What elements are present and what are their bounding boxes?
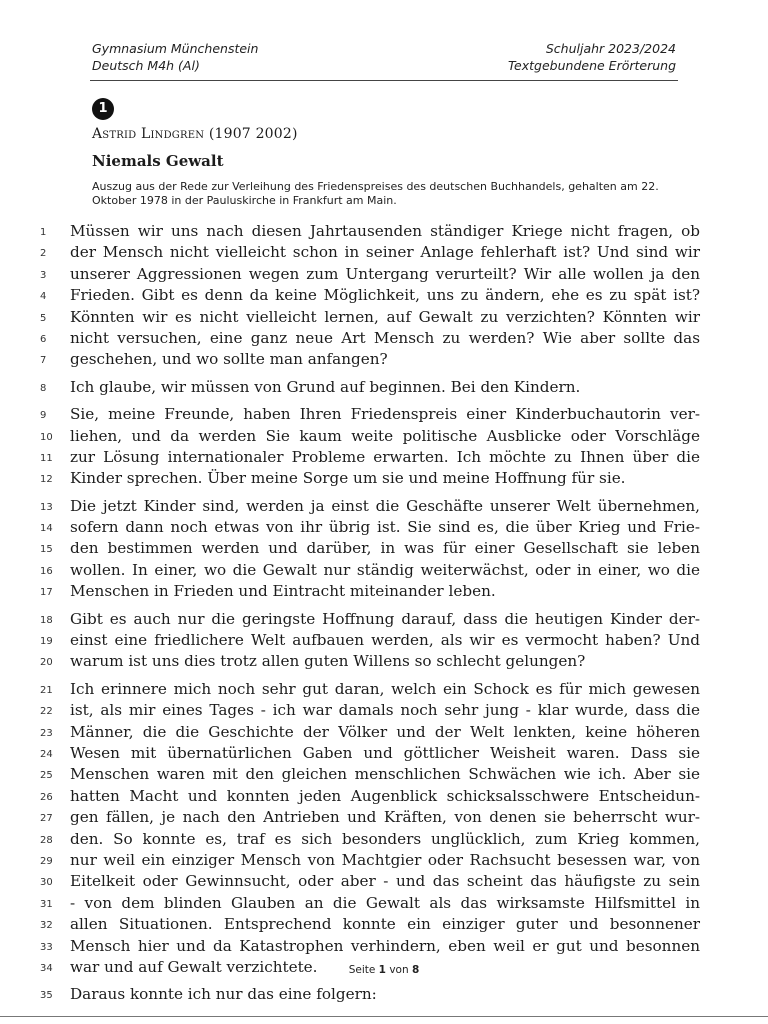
line-number: 22	[40, 706, 53, 718]
line-number: 29	[40, 855, 53, 867]
paragraph	[40, 609, 700, 673]
line-number: 23	[40, 727, 53, 739]
text-line	[40, 609, 700, 630]
text-line	[40, 377, 700, 398]
paragraph	[40, 377, 700, 398]
page-footer	[0, 964, 768, 976]
text-line	[40, 349, 700, 370]
line-number: 16	[40, 565, 53, 577]
line-number: 3	[40, 269, 47, 281]
line-text: der Mensch nicht vielleicht schon in seiner Anlage fehlerhaft ist? Und sind wir	[70, 243, 700, 262]
author-years: (1907 2002)	[208, 126, 298, 142]
header-right	[508, 40, 676, 74]
line-number: 11	[40, 452, 53, 464]
paragraph	[40, 679, 700, 978]
line-text: warum ist uns dies trotz allen guten Willens so schlecht gelungen?	[70, 652, 586, 671]
footer-page-number: 1	[378, 964, 386, 976]
line-text: Menschen waren mit den gleichen menschlichen Schwächen wie ich. Aber sie	[70, 765, 700, 784]
author-line	[92, 126, 298, 142]
text-line	[40, 893, 700, 914]
line-number: 2	[40, 248, 47, 260]
line-number: 10	[40, 431, 53, 443]
line-text: Daraus konnte ich nur das eine folgern:	[70, 985, 377, 1004]
line-number: 25	[40, 770, 53, 782]
line-number: 31	[40, 898, 53, 910]
header-rule	[90, 80, 678, 81]
line-number: 14	[40, 523, 53, 535]
line-text: Ich erinnere mich noch sehr gut daran, welch ein Schock es für mich gewesen	[70, 679, 700, 698]
text-line	[40, 538, 700, 559]
line-number: 7	[40, 355, 47, 367]
page-edge-rule	[0, 1016, 768, 1017]
line-text: Kinder sprechen. Über meine Sorge um sie und meine Hoffnung für sie.	[70, 469, 626, 488]
line-number: 5	[40, 312, 47, 324]
text-line	[40, 404, 700, 425]
text-line	[40, 743, 700, 764]
text-title: Niemals Gewalt	[92, 152, 224, 170]
line-number: 12	[40, 474, 53, 486]
text-line	[40, 936, 700, 957]
text-line	[40, 517, 700, 538]
text-line	[40, 496, 700, 517]
text-line	[40, 447, 700, 468]
line-text: unserer Aggressionen wegen zum Untergang verurteilt? Wir alle wollen ja den	[70, 264, 700, 283]
line-number: 15	[40, 544, 53, 556]
text-number-badge: 1	[92, 98, 114, 120]
line-number: 13	[40, 501, 53, 513]
line-text: Eitelkeit oder Gewinnsucht, oder aber - und das scheint das häufigste zu sein	[70, 872, 700, 891]
line-number: 28	[40, 834, 53, 846]
line-text: zur Lösung internationaler Probleme erwarten. Ich möchte zu Ihnen über die	[70, 447, 700, 466]
line-text: liehen, und da werden Sie kaum weite politische Ausblicke oder Vorschläge	[70, 426, 700, 445]
line-text: allen Situationen. Entsprechend konnte ein einziger guter und besonnener	[70, 915, 700, 934]
line-number: 24	[40, 748, 53, 760]
text-line	[40, 426, 700, 447]
text-line	[40, 560, 700, 581]
line-text: Müssen wir uns nach diesen Jahrtausenden ständiger Kriege nicht fragen, ob	[70, 222, 700, 240]
line-number: 33	[40, 941, 53, 953]
text-line	[40, 468, 700, 489]
line-number: 8	[40, 382, 47, 394]
line-number: 26	[40, 791, 53, 803]
line-number: 6	[40, 333, 47, 345]
text-line	[40, 630, 700, 651]
text-line	[40, 829, 700, 850]
line-text: Könnten wir es nicht vielleicht lernen, auf Gewalt zu verzichten? Könnten wir	[70, 307, 700, 326]
text-line	[40, 722, 700, 743]
text-line	[40, 264, 700, 285]
line-text: den. So konnte es, traf es sich besonders unglücklich, zum Krieg kommen,	[70, 829, 700, 848]
line-text: Menschen in Frieden und Eintracht miteinander leben.	[70, 582, 496, 601]
text-line	[40, 850, 700, 871]
line-text: - von dem blinden Glauben an die Gewalt als das wirksamste Hilfsmittel in	[70, 893, 700, 912]
line-number: 27	[40, 813, 53, 825]
text-line	[40, 221, 700, 242]
line-text: Mensch hier und da Katastrophen verhindern, eben weil er gut und besonnen	[70, 936, 700, 955]
text-line	[40, 328, 700, 349]
line-number: 20	[40, 657, 53, 669]
line-number: 30	[40, 877, 53, 889]
line-text: gen fällen, je nach den Antrieben und Kräften, von denen sie beherrscht wur-	[70, 808, 700, 827]
footer-separator: von	[389, 964, 409, 976]
paragraph	[40, 984, 700, 1005]
text-body	[40, 221, 700, 1012]
line-text: nur weil ein einziger Mensch von Machtgier oder Rachsucht besessen war, von	[70, 850, 700, 869]
footer-page-total: 8	[411, 964, 420, 976]
line-text: den bestimmen werden und darüber, in was für einer Gesellschaft sie leben	[70, 539, 700, 558]
line-number: 32	[40, 920, 53, 932]
line-text: ist, als mir eines Tages - ich war damals noch sehr jung - klar wurde, dass die	[70, 701, 700, 720]
line-number: 21	[40, 684, 53, 696]
text-line	[40, 807, 700, 828]
line-text: Sie, meine Freunde, haben Ihren Friedenspreis einer Kinderbuchautorin ver-	[70, 405, 700, 424]
text-line	[40, 307, 700, 328]
text-line	[40, 651, 700, 672]
line-text: sofern dann noch etwas von ihr übrig ist. Sie sind es, die über Krieg und Frie-	[70, 518, 700, 537]
text-line	[40, 871, 700, 892]
text-line	[40, 700, 700, 721]
line-text: Ich glaube, wir müssen von Grund auf beginnen. Bei den Kindern.	[70, 377, 581, 396]
page-header	[92, 40, 676, 78]
line-text: hatten Macht und konnten jeden Augenblick schicksalsschwere Entscheidun-	[70, 786, 700, 805]
text-line	[40, 581, 700, 602]
text-line	[40, 679, 700, 700]
course-name: Deutsch M4h (Al)	[92, 58, 200, 73]
text-line	[40, 984, 700, 1005]
line-text: geschehen, und wo sollte man anfangen?	[70, 350, 388, 369]
line-text: Männer, die die Geschichte der Völker und der Welt lenkten, keine höheren	[70, 722, 700, 741]
footer-prefix: Seite	[348, 964, 376, 976]
line-text: war und auf Gewalt verzichtete.	[70, 957, 318, 976]
school-year: Schuljahr 2023/2024	[545, 41, 676, 56]
text-line	[40, 764, 700, 785]
line-text: Frieden. Gibt es denn da keine Möglichkeit, uns zu ändern, ehe es zu spät ist?	[70, 286, 700, 305]
line-text: Wesen mit übernatürlichen Gaben und göttlicher Weisheit waren. Dass sie	[70, 743, 700, 762]
line-number: 35	[40, 990, 53, 1002]
text-line	[40, 285, 700, 306]
header-left	[92, 40, 258, 74]
source-note: Auszug aus der Rede zur Verleihung des Friedenspreises des deutschen Buchhandels, gehalten am 22. Oktober 1978 in der Pauluskirche in Frankfurt am Main.	[92, 180, 659, 207]
text-line	[40, 242, 700, 263]
text-line	[40, 914, 700, 935]
line-number: 34	[40, 962, 53, 974]
line-text: wollen. In einer, wo die Gewalt nur ständig weiterwächst, oder in einer, wo die	[70, 560, 700, 579]
paragraph	[40, 221, 700, 371]
author-last-name: Lindgren	[140, 126, 205, 142]
line-number: 19	[40, 636, 53, 648]
line-number: 9	[40, 410, 47, 422]
line-text: nicht versuchen, eine ganz neue Art Mensch zu werden? Wie aber sollte das	[70, 328, 700, 347]
line-text: Die jetzt Kinder sind, werden ja einst die Geschäfte unserer Welt übernehmen,	[70, 496, 700, 515]
assignment-type: Textgebundene Erörterung	[507, 58, 676, 73]
text-line	[40, 786, 700, 807]
school-name: Gymnasium Münchenstein	[92, 41, 259, 56]
line-text: einst eine friedlichere Welt aufbauen werden, als wir es vermocht haben? Und	[70, 631, 700, 650]
line-text: Gibt es auch nur die geringste Hoffnung darauf, dass die heutigen Kinder der-	[70, 609, 700, 628]
line-number: 1	[40, 227, 47, 238]
line-number: 17	[40, 587, 53, 599]
line-number: 4	[40, 291, 47, 303]
paragraph	[40, 496, 700, 603]
paragraph	[40, 404, 700, 490]
line-number: 18	[40, 614, 53, 626]
author-first-name: Astrid	[92, 126, 137, 142]
